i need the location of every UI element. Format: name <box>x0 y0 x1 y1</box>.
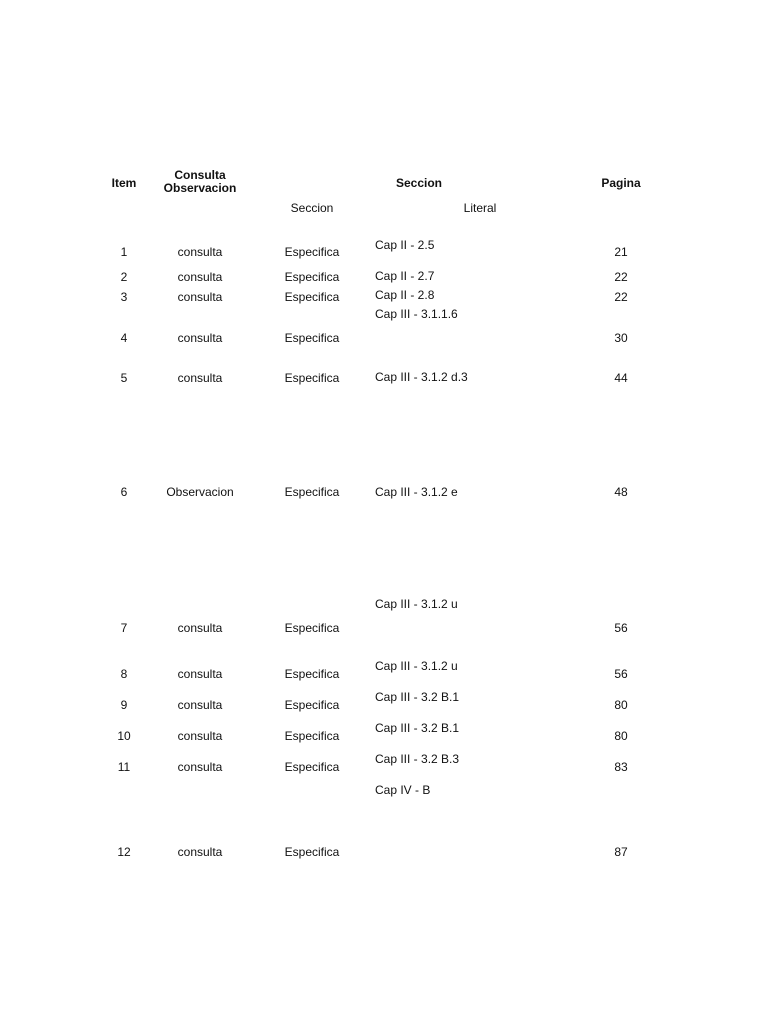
header-seccion: Seccion <box>395 176 443 190</box>
row-4-item: 4 <box>120 331 128 345</box>
row-11-item: 11 <box>117 760 131 774</box>
row-8-pagina: 56 <box>614 667 628 681</box>
row-11-seccion: Especifica <box>284 760 340 774</box>
row-9-seccion: Especifica <box>284 698 340 712</box>
header-pagina: Pagina <box>601 176 641 190</box>
row-6-item: 6 <box>120 485 128 499</box>
row-2-item: 2 <box>120 270 128 284</box>
subheader-seccion: Seccion <box>290 201 334 215</box>
row-7-seccion: Especifica <box>284 621 340 635</box>
row-1-literal: Cap II - 2.5 <box>375 238 435 252</box>
row-7-tipo: consulta <box>177 621 223 635</box>
row-12-item: 12 <box>117 845 131 859</box>
row-5-seccion: Especifica <box>284 371 340 385</box>
row-9-pagina: 80 <box>614 698 628 712</box>
row-4-seccion: Especifica <box>284 331 340 345</box>
row-3-literal: Cap II - 2.8 <box>375 288 435 302</box>
row-12-pagina: 87 <box>614 845 628 859</box>
row-8-seccion: Especifica <box>284 667 340 681</box>
row-8-literal: Cap III - 3.1.2 u <box>375 659 458 673</box>
row-1-tipo: consulta <box>177 245 223 259</box>
row-2-literal: Cap II - 2.7 <box>375 269 435 283</box>
row-7-pagina: 56 <box>614 621 628 635</box>
row-6-pagina: 48 <box>614 485 628 499</box>
header-item: Item <box>111 176 137 190</box>
row-6-seccion: Especifica <box>284 485 340 499</box>
row-12-seccion: Especifica <box>284 845 340 859</box>
row-2-tipo: consulta <box>177 270 223 284</box>
row-12-tipo: consulta <box>177 845 223 859</box>
row-5-pagina: 44 <box>614 371 628 385</box>
row-4-pagina: 30 <box>614 331 628 345</box>
row-7-item: 7 <box>120 621 128 635</box>
row-1-seccion: Especifica <box>284 245 340 259</box>
row-8-item: 8 <box>120 667 128 681</box>
row-5-literal: Cap III - 3.1.2 d.3 <box>375 370 468 384</box>
row-3-pagina: 22 <box>614 290 628 304</box>
row-9-item: 9 <box>120 698 128 712</box>
row-7-literal: Cap III - 3.1.2 u <box>375 597 458 611</box>
row-12-literal: Cap IV - B <box>375 783 431 797</box>
subheader-literal: Literal <box>463 201 497 215</box>
row-5-tipo: consulta <box>177 371 223 385</box>
row-5-item: 5 <box>120 371 128 385</box>
header-consulta: Consulta <box>174 168 226 182</box>
row-10-item: 10 <box>117 729 131 743</box>
row-11-pagina: 83 <box>614 760 628 774</box>
row-9-literal: Cap III - 3.2 B.1 <box>375 690 460 704</box>
row-2-seccion: Especifica <box>284 270 340 284</box>
row-6-literal: Cap III - 3.1.2 e <box>375 485 458 499</box>
row-10-pagina: 80 <box>614 729 628 743</box>
row-6-tipo: Observacion <box>166 485 234 499</box>
header-observacion: Observacion <box>163 181 237 195</box>
row-9-tipo: consulta <box>177 698 223 712</box>
row-1-item: 1 <box>120 245 128 259</box>
row-4-literal: Cap III - 3.1.1.6 <box>375 307 458 321</box>
row-4-tipo: consulta <box>177 331 223 345</box>
row-3-item: 3 <box>120 290 128 304</box>
row-10-tipo: consulta <box>177 729 223 743</box>
row-3-seccion: Especifica <box>284 290 340 304</box>
row-1-pagina: 21 <box>614 245 628 259</box>
row-11-literal: Cap III - 3.2 B.3 <box>375 752 460 766</box>
row-11-tipo: consulta <box>177 760 223 774</box>
row-10-literal: Cap III - 3.2 B.1 <box>375 721 460 735</box>
row-2-pagina: 22 <box>614 270 628 284</box>
row-10-seccion: Especifica <box>284 729 340 743</box>
row-3-tipo: consulta <box>177 290 223 304</box>
row-8-tipo: consulta <box>177 667 223 681</box>
